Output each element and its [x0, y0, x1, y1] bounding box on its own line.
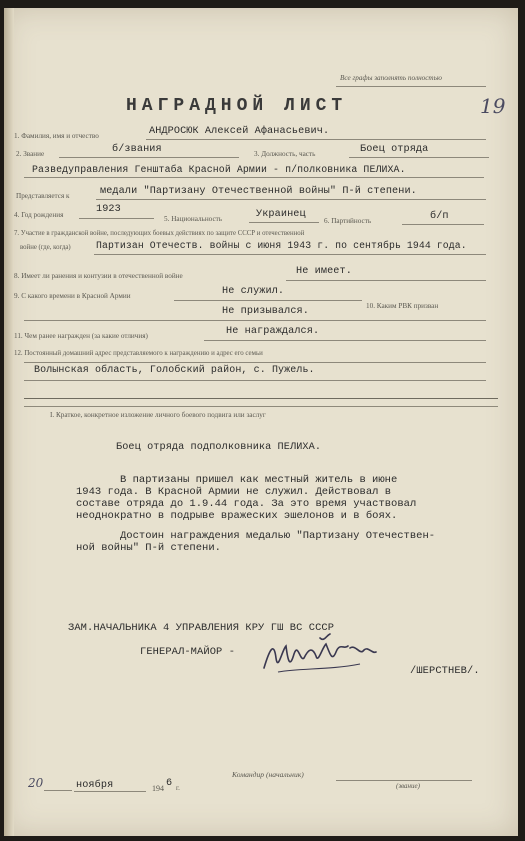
civilwar-value: Партизан Отечеств. войны с июня 1943 г. по сентябрь 1944 года. [96, 240, 467, 251]
address-value: Волынская область, Голобский район, с. Пужель. [34, 365, 315, 376]
signer-position: ЗАМ.НАЧАЛЬНИКА 4 УПРАВЛЕНИЯ КРУ ГШ ВС СССР [68, 622, 335, 634]
date-month-underline [74, 791, 146, 792]
narrative-heading: Боец отряда подполковника ПЕЛИХА. [116, 442, 322, 453]
presented-underline [96, 199, 486, 200]
commander-rank-label: (звание) [396, 782, 420, 790]
award-sheet [4, 8, 518, 836]
nationality-underline [249, 222, 319, 223]
note-underline [336, 86, 486, 87]
civilwar-underline [94, 254, 486, 255]
wounds-value: Не имеет. [296, 266, 352, 277]
rank-label: 2. Звание [16, 150, 45, 158]
position-value-2: Разведуправления Генштаба Красной Армии - п/полковника ПЕЛИХА. [32, 164, 406, 175]
wounds-underline [286, 280, 486, 281]
date-day: 20 [28, 776, 44, 790]
handwritten-signature [260, 628, 380, 680]
date-year-prefix: 194 [152, 784, 164, 793]
section-separator-2 [24, 406, 498, 407]
position-underline [349, 157, 489, 158]
signer-name: /ШЕРСТНЕВ/. [410, 665, 480, 677]
presented-value: медали "Партизану Отечественной войны" П-й степени. [100, 186, 417, 197]
wounds-label: 8. Имеет ли ранения и контузии в отечественной войне [14, 272, 183, 280]
conclusion-line: Достоин награждения медалью "Партизану Отечествен- [120, 530, 436, 542]
presented-label: Представляется к [16, 192, 70, 200]
paper-edge-shadow [4, 8, 14, 836]
narrative-line: 1943 года. В Красной Армии не служил. Действовал в [76, 486, 392, 498]
position-label: 3. Должность, часть [254, 150, 316, 158]
nationality-label: 5. Национальность [164, 215, 223, 223]
conclusion-line: ной войны" П-й степени. [76, 542, 221, 554]
rvk-label: 10. Каким РВК призван [366, 302, 439, 310]
position-value: Боец отряда [360, 144, 429, 155]
civilwar-label-2: войне (где, когда) [20, 244, 71, 251]
party-label: 6. Партийность [324, 217, 372, 225]
narrative-line: неоднократно в подрыве вражеских эшелонов и в боях. [76, 510, 398, 522]
signer-rank: ГЕНЕРАЛ-МАЙОР - [140, 646, 236, 658]
army-value: Не служил. [222, 286, 285, 297]
name-underline [146, 139, 486, 140]
address-label: 12. Постоянный домашний адрес представляемого к награждению и адрес его семьи [14, 350, 263, 357]
birth-label: 4. Год рождения [14, 211, 64, 219]
name-label: 1. Фамилия, имя и отчество [14, 132, 99, 140]
narrative-line: составе отряда до 1.9.44 года. За это время участвовал [76, 498, 417, 510]
narrative-line: В партизаны пришел как местный житель в июне [120, 474, 398, 486]
fill-all-note: Все графы заполнять полностью [340, 74, 442, 82]
nationality-value: Украинец [256, 209, 306, 220]
awards-underline [204, 340, 486, 341]
section-separator [24, 398, 498, 399]
page-title: НАГРАДНОЙ ЛИСТ [126, 96, 348, 116]
birth-underline [79, 218, 154, 219]
awards-value: Не награждался. [226, 326, 320, 337]
date-day-underline [44, 790, 72, 791]
commander-label: Командир (начальник) [232, 770, 304, 779]
party-underline [402, 224, 484, 225]
position-underline-2 [24, 177, 484, 178]
rank-underline [59, 157, 239, 158]
awards-label: 11. Чем ранее награжден (за какие отличия) [14, 332, 148, 340]
army-underline [174, 300, 362, 301]
name-value: АНДРОСЮК Алексей Афанасьевич. [149, 126, 330, 137]
army-label: 9. С какого времени в Красной Армии [14, 292, 131, 300]
page-number: 19 [480, 94, 506, 118]
rvk-underline [24, 320, 486, 321]
address-underline-1 [24, 362, 486, 363]
date-year-digit: 6 [166, 778, 173, 789]
date-month: ноября [76, 780, 114, 791]
birth-value: 1923 [96, 204, 121, 215]
commander-underline [336, 780, 472, 781]
date-year-suffix: г. [176, 784, 180, 792]
address-underline-2 [24, 380, 486, 381]
rank-value: б/звания [112, 144, 162, 155]
civilwar-label-1: 7. Участие в гражданской войне, последующих боевых действиях по защите СССР и отечественной [14, 230, 305, 237]
party-value: б/п [430, 211, 449, 222]
narrative-label: I. Краткое, конкретное изложение личного боевого подвига или заслуг [50, 411, 266, 419]
rvk-value: Не призывался. [222, 306, 309, 317]
